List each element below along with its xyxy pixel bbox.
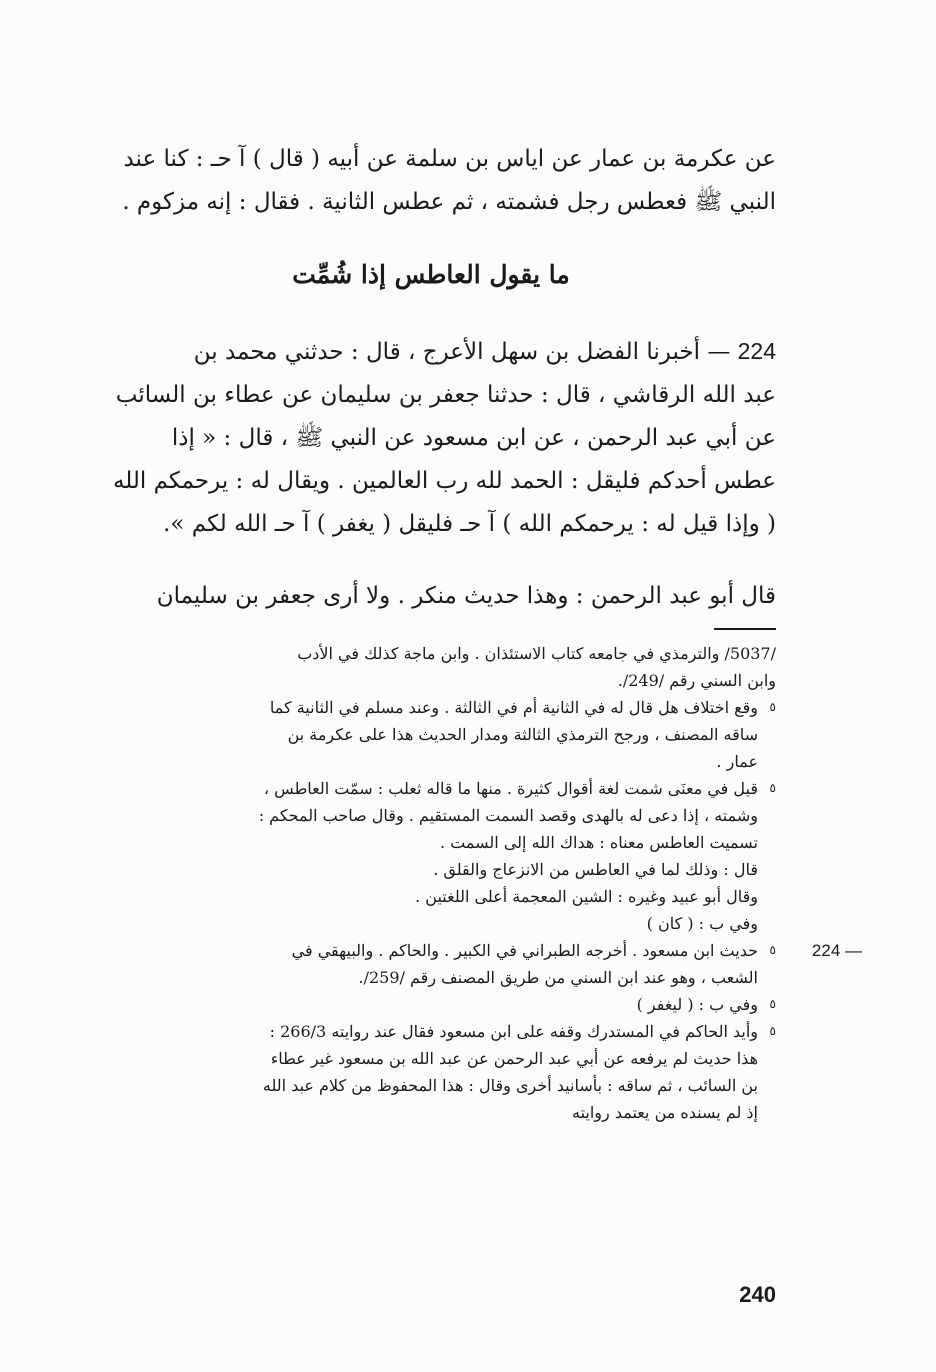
footnotes <box>86 640 862 1126</box>
text-line: عطس أحدكم فليقل : الحمد لله رب العالمين . ويقال له : يرحمكم الله <box>112 468 776 494</box>
footnote-line: وقال أبو عبيد وغيره : الشين المعجمة أعلى اللغتين . <box>415 887 758 906</box>
footnote-line: عمار . <box>716 752 758 771</box>
footnote-line: ساقه المصنف ، ورجح الترمذي الثالثة ومدار الحديث هذا على عكرمة بن <box>287 725 758 744</box>
footnote-line: وشمته ، إذا دعى له بالهدى وقصد السمت المستقيم . وقال صاحب المحكم : <box>258 806 758 825</box>
section-heading: ما يقول العاطس إذا شُمِّت <box>292 260 570 289</box>
footnote-line: قيل في معنَى شمت لغة أقوال كثيرة . منها ما قاله ثعلب : سمّت العاطس ، <box>263 779 758 798</box>
footnote-line: وأيد الحاكم في المستدرك وقفه على ابن مسعود فقال عند روايته 266/3 : <box>269 1022 758 1041</box>
intro-paragraph <box>86 138 776 224</box>
text-line: النبي ﷺ فعطس رجل فشمته ، ثم عطس الثانية . فقال : إنه مزكوم . <box>122 189 776 215</box>
footnote-bullet: ٥ <box>769 781 776 795</box>
text-line: عبد الله الرقاشي ، قال : حدثنا جعفر بن سليمان عن عطاء بن السائب <box>115 382 776 408</box>
footnote-item-224 <box>86 937 862 991</box>
hadith-number: 224 <box>737 338 776 364</box>
footnote-line: تسميت العاطس معناه : هداك الله إلى السمت . <box>440 833 758 852</box>
text-line: عن أبي عبد الرحمن ، عن ابن مسعود عن النبي ﷺ ، قال : « إذا <box>171 425 776 451</box>
footnote-item <box>86 694 776 775</box>
footnote-number: 224 — <box>811 941 862 960</box>
hadith-dash: — <box>707 339 731 365</box>
footnote-separator <box>714 628 776 630</box>
author-comment: قال أبو عبد الرحمن : وهذا حديث منكر . ولا أرى جعفر بن سليمان <box>156 583 776 609</box>
footnote-line: هذا حديث لم يرفعه عن أبي عبد الرحمن عن عبد الله بن مسعود غير عطاء <box>270 1049 758 1068</box>
footnote-line: وابن السني رقم /249/. <box>617 671 776 690</box>
hadith-text: أخبرنا الفضل بن سهل الأعرج ، قال : حدثني محمد بن <box>193 339 700 365</box>
text-line <box>86 330 776 374</box>
footnote-bullet: ٥ <box>769 1024 776 1038</box>
footnote-line: بن السائب ، ثم ساقه : بأسانيد أخرى وقال : هذا المحفوظ من كلام عبد الله <box>262 1076 758 1095</box>
footnote-item <box>86 1018 776 1126</box>
footnote-line: قال : وذلك لما في العاطس من الانزعاج والقلق . <box>433 860 758 879</box>
footnote-item <box>86 991 776 1018</box>
footnote-line: إذ لم يسنده من يعتمد روايته <box>571 1103 758 1122</box>
page-number: 240 <box>739 1282 776 1307</box>
footnote-line: وقع اختلاف هل قال له في الثانية أم في الثالثة . وعند مسلم في الثانية كما <box>269 698 758 717</box>
text-line: عن عكرمة بن عمار عن اياس بن سلمة عن أبيه ( قال ) آ حـ : كنا عند <box>123 146 776 172</box>
footnote-line: وفي ب : ( كان ) <box>646 914 758 933</box>
footnote-item <box>86 775 776 937</box>
footnote-bullet: ٥ <box>769 943 776 957</box>
text-line: ( وإذا قيل له : يرحمكم الله ) آ حـ فليقل ( يغفر ) آ حـ الله لكم ». <box>163 511 776 537</box>
footnote-line: وفي ب : ( ليغفر ) <box>636 995 758 1014</box>
footnote-line: الشعب ، وهو عند ابن السني من طريق المصنف رقم /259/. <box>358 968 758 987</box>
footnote-bullet: ٥ <box>769 700 776 714</box>
hadith-224-paragraph <box>86 330 776 546</box>
footnote-line: حديث ابن مسعود . أخرجه الطبراني في الكبير . والحاكم . والبيهقي في <box>291 941 758 960</box>
footnote-bullet: ٥ <box>769 997 776 1011</box>
footnote-line: /5037/ والترمذي في جامعه كتاب الاستئذان . وابن ماجة كذلك في الأدب <box>297 644 776 663</box>
